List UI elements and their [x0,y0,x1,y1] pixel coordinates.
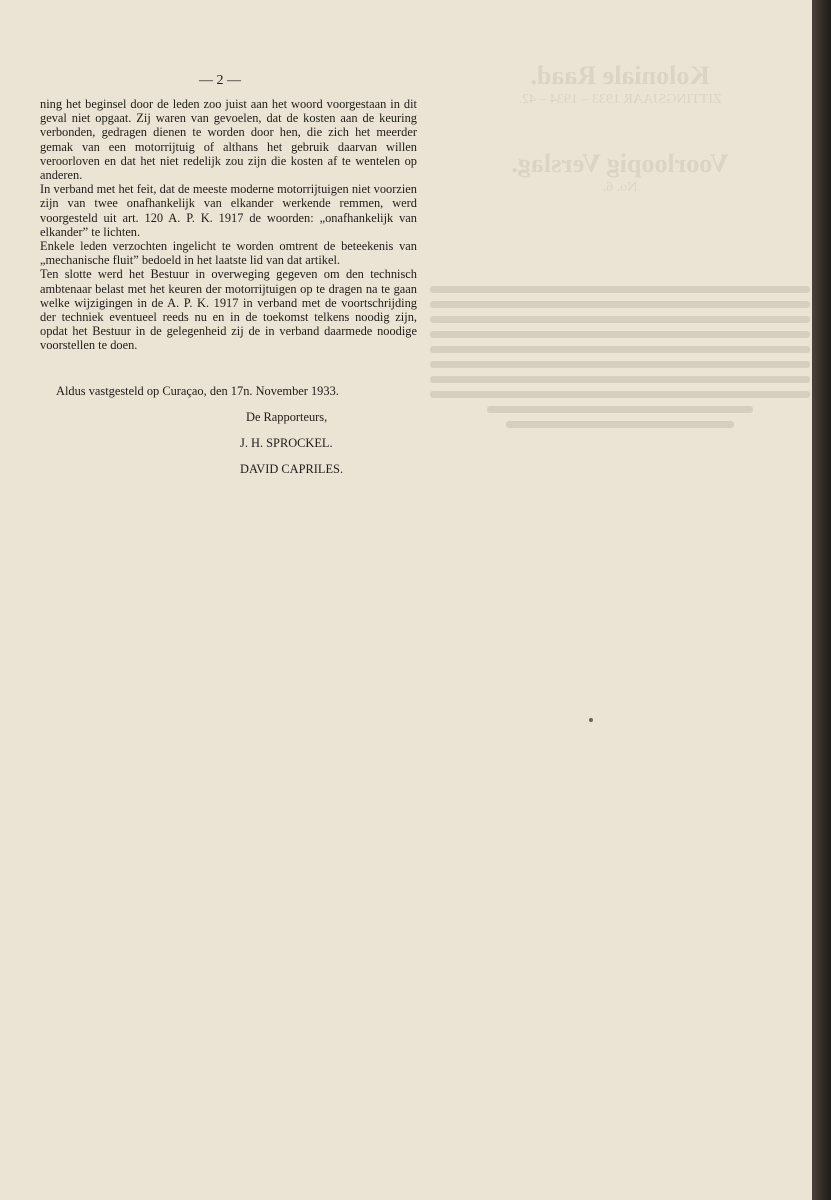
rapporteurs-label: De Rapporteurs, [246,410,328,424]
paragraph-3: Enkele leden verzochten ingelicht te worden omtrent de beteekenis van „mechanische fluit” bedoeld in het laatste lid van dat artikel. [40,239,417,268]
signatory-sprockel: J. H. SPROCKEL. [240,436,333,450]
signatory-capriles: DAVID CAPRILES. [240,462,344,476]
page-binding-edge [812,0,831,1200]
paper-speck [589,718,593,722]
bleed-number: No. 6. [602,180,638,195]
bleed-through-text [430,60,810,436]
paragraph-4: Ten slotte werd het Bestuur in overweging gegeven om den technisch ambtenaar belast met het keuren der motorrijtuigen op te dragen na te gaan welke wijzigingen in de A. P. K. 1917 in verband met de voortschrijding der techniek eventueel reeds nu en in de toekomst telkens noodig zijn, opdat het Bestuur in de gelegenheid zij de in verband daarmede noodige voorstellen te doen. [40,267,417,353]
bleed-session: ZITTINGSJAAR 1933 – 1934 – 42. [518,92,722,107]
bleed-report: Voorloopig Verslag. [511,149,729,178]
paragraph-2: In verband met het feit, dat de meeste moderne motorrijtuigen niet voorzien zijn van twee onafhankelijk van elkander werkende remmen, werd voorgesteld uit art. 120 A. P. K. 1917 de woorden: „onafhankelijk van elkander” te lichten. [40,182,417,239]
date-line: Aldus vastgesteld op Curaçao, den 17n. November 1933. [56,384,339,398]
report-body [40,97,417,353]
page-number: — 2 — [199,73,241,88]
paragraph-1: ning het beginsel door de leden zoo juist aan het woord voorgestaan in dit geval niet opgaat. Zij waren van gevoelen, dat de kosten aan de keuring verbonden, gedragen dienen te worden door hen, die zich het meerder gemak van een motorrijtuig of althans het gebruik daarvan willen veroorloven en dat het niet redelijk zou zijn die kosten af te wentelen op anderen. [40,97,417,183]
bleed-lines [430,286,810,428]
bleed-title: Koloniale Raad. [530,61,710,90]
